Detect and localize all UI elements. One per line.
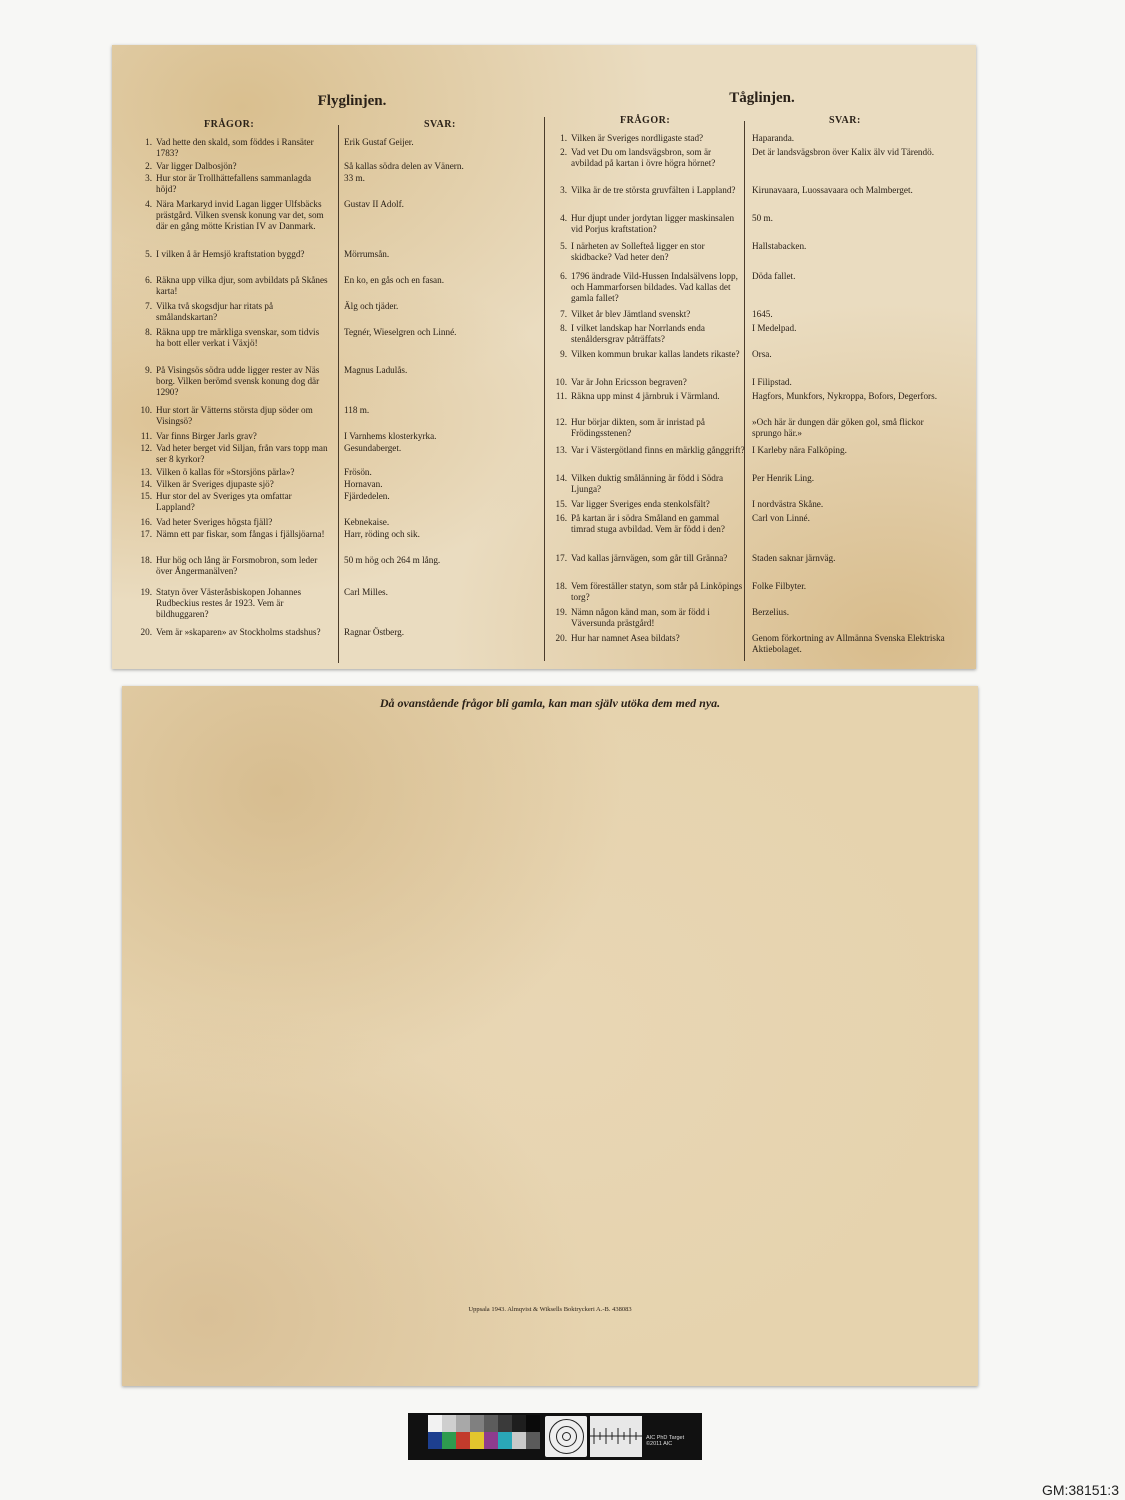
question-text: Räkna upp tre märkliga svenskar, som tidvis ha bott eller verkat i Växjö! xyxy=(156,327,320,348)
question-row xyxy=(547,241,807,263)
question-number: 1. xyxy=(560,133,567,143)
question-text: Vilken duktig smålänning är född i Södra Ljunga? xyxy=(571,473,724,494)
tag-answers-heading: SVAR: xyxy=(829,115,861,126)
gray-swatch xyxy=(498,1415,512,1432)
question-number: 15. xyxy=(140,491,152,501)
question-row xyxy=(547,445,847,456)
answer-text: 1645. xyxy=(752,309,773,319)
color-swatch xyxy=(428,1432,442,1449)
question-number: 8. xyxy=(145,327,152,337)
question-row xyxy=(132,137,414,159)
answer-text: I Medelpad. xyxy=(752,323,797,333)
question-text: På Visingsös södra udde ligger rester av Näs borg. Vilken berömd svensk konung dog där 1290? xyxy=(156,365,320,397)
question-text: Vad heter berget vid Siljan, från vars topp man ser 8 kyrkor? xyxy=(156,443,328,464)
printer-imprint: Uppsala 1943. Almqvist & Wiksells Boktryckeri A.-B. 438083 xyxy=(468,1306,632,1313)
question-row xyxy=(547,147,934,169)
question-number: 17. xyxy=(140,529,152,539)
question-number: 11. xyxy=(140,431,152,441)
answer-text: Erik Gustaf Geijer. xyxy=(344,137,414,147)
question-text: Var i Västergötland finns en märklig gånggrift? xyxy=(571,445,745,455)
question-row xyxy=(547,185,913,196)
question-row xyxy=(547,133,795,144)
question-text: Vem föreställer statyn, som står på Linköpings torg? xyxy=(571,581,743,602)
question-text: I vilken å är Hemsjö kraftstation byggd? xyxy=(156,249,305,259)
color-swatch xyxy=(498,1432,512,1449)
question-number: 12. xyxy=(555,417,567,427)
question-text: På kartan är i södra Småland en gammal timrad stuga avbildad. Vem är född i den? xyxy=(571,513,725,534)
question-number: 10. xyxy=(555,377,567,387)
gray-swatch xyxy=(442,1415,456,1432)
question-row xyxy=(132,365,408,398)
answer-text: Magnus Ladulås. xyxy=(344,365,408,375)
question-row xyxy=(132,443,402,465)
answer-text: Frösön. xyxy=(344,467,372,477)
question-row xyxy=(132,587,388,620)
answer-text: Folke Filbyter. xyxy=(752,581,807,591)
question-number: 13. xyxy=(140,467,152,477)
question-text: Nämn någon känd man, som är född i Väversunda prästgård! xyxy=(571,607,710,628)
question-number: 9. xyxy=(145,365,152,375)
question-row xyxy=(132,517,390,528)
question-text: Var finns Birger Jarls grav? xyxy=(156,431,257,441)
question-row xyxy=(132,529,420,540)
color-swatch xyxy=(526,1432,540,1449)
question-row xyxy=(132,627,405,638)
question-text: Vilken ö kallas för »Storsjöns pärla»? xyxy=(156,467,295,477)
answer-text: Carl Milles. xyxy=(344,587,388,597)
answer-text: Mörrumsån. xyxy=(344,249,390,259)
answer-text: 118 m. xyxy=(344,405,370,415)
target-label-line2: ©2011 AIC xyxy=(646,1441,673,1447)
question-row xyxy=(547,309,773,320)
answer-text: Orsa. xyxy=(752,349,772,359)
question-row xyxy=(132,327,457,349)
answer-text: Hagfors, Munkfors, Nykroppa, Bofors, Degerfors. xyxy=(752,391,937,401)
question-row xyxy=(132,301,399,323)
question-number: 18. xyxy=(555,581,567,591)
question-text: Hur börjar dikten, som är inristad på Frödingsstenen? xyxy=(571,417,705,438)
question-text: Var ligger Dalbosjön? xyxy=(156,161,237,171)
question-number: 19. xyxy=(555,607,567,617)
answer-text: I nordvästra Skåne. xyxy=(752,499,824,509)
question-text: I närheten av Sollefteå ligger en stor skidbacke? Vad heter den? xyxy=(571,241,705,262)
question-row xyxy=(547,213,773,235)
question-row xyxy=(547,271,796,304)
question-number: 12. xyxy=(140,443,152,453)
question-text: Var är John Ericsson begraven? xyxy=(571,377,687,387)
gray-swatch xyxy=(428,1415,442,1432)
answer-text: Ragnar Östberg. xyxy=(344,627,405,637)
question-row xyxy=(132,491,390,513)
question-number: 14. xyxy=(555,473,567,483)
answer-text: Gustav II Adolf. xyxy=(344,199,404,209)
question-text: Hur stor är Trollhättefallens sammanlagda höjd? xyxy=(156,173,312,194)
question-row xyxy=(132,249,390,260)
question-number: 17. xyxy=(555,553,567,563)
footer-note: Då ovanstående frågor bli gamla, kan man själv utöka dem med nya. xyxy=(379,696,721,710)
answer-text: Genom förkortning av Allmänna Svenska Elektriska Aktiebolaget. xyxy=(752,633,945,654)
color-swatch xyxy=(456,1432,470,1449)
question-number: 19. xyxy=(140,587,152,597)
ruler-ticks-icon xyxy=(590,1416,642,1457)
question-row xyxy=(547,473,815,495)
question-number: 1. xyxy=(145,137,152,147)
flyglinjen-title: Flyglinjen. xyxy=(317,93,387,109)
question-row xyxy=(547,391,937,402)
answer-text: Kirunavaara, Luossavaara och Malmberget. xyxy=(752,185,913,195)
gray-swatch xyxy=(512,1415,526,1432)
question-text: 1796 ändrade Vild-Hussen Indalsälvens lopp, och Hammarforsen bildades. Vad kallas det gamla fallet? xyxy=(571,271,738,303)
answer-text: 50 m hög och 264 m lång. xyxy=(344,555,441,565)
question-row xyxy=(132,431,437,442)
question-number: 18. xyxy=(140,555,152,565)
catalog-id: GM:38151:3 xyxy=(1041,1482,1119,1498)
question-text: I vilket landskap har Norrlands enda stenåldersgrav påträffats? xyxy=(571,323,705,344)
ruler-scale xyxy=(590,1416,642,1457)
answer-text: Per Henrik Ling. xyxy=(752,473,815,483)
question-text: Vilken kommun brukar kallas landets rikaste? xyxy=(571,349,740,359)
question-number: 3. xyxy=(560,185,567,195)
question-text: Hur stor del av Sveriges yta omfattar Lappland? xyxy=(156,491,292,512)
question-number: 13. xyxy=(555,445,567,455)
quiz-sheet-back xyxy=(122,686,978,1386)
question-row xyxy=(132,275,445,297)
answer-text: I Varnhems klosterkyrka. xyxy=(344,431,437,441)
question-number: 8. xyxy=(560,323,567,333)
question-number: 10. xyxy=(140,405,152,415)
flyg-questions-heading: FRÅGOR: xyxy=(204,119,255,130)
answer-text: Det är landsvägsbron över Kalix älv vid Tärendö. xyxy=(752,147,934,157)
answer-text: Berzelius. xyxy=(752,607,789,617)
answer-text: En ko, en gås och en fasan. xyxy=(344,275,445,285)
question-text: Var ligger Sveriges enda stenkolsfält? xyxy=(571,499,710,509)
gray-swatch xyxy=(470,1415,484,1432)
question-number: 11. xyxy=(555,391,567,401)
question-number: 2. xyxy=(560,147,567,157)
answer-text: Tegnér, Wieselgren och Linné. xyxy=(344,327,457,337)
question-number: 3. xyxy=(145,173,152,183)
answer-text: Hallstabacken. xyxy=(752,241,807,251)
question-text: Vilka är de tre största gruvfälten i Lappland? xyxy=(571,185,736,195)
question-number: 4. xyxy=(145,199,152,209)
question-text: Räkna upp minst 4 järnbruk i Värmland. xyxy=(571,391,720,401)
color-calibration-target xyxy=(408,1413,702,1460)
question-number: 2. xyxy=(145,161,152,171)
question-text: Hur djupt under jordytan ligger maskinsalen vid Porjus kraftstation? xyxy=(571,213,735,234)
gray-swatch xyxy=(484,1415,498,1432)
target-label xyxy=(646,1435,684,1447)
answer-text: Döda fallet. xyxy=(752,271,796,281)
question-number: 14. xyxy=(140,479,152,489)
question-row xyxy=(132,161,464,172)
question-number: 9. xyxy=(560,349,567,359)
taglinjen-title: Tåglinjen. xyxy=(729,90,795,106)
color-swatch xyxy=(470,1432,484,1449)
question-number: 7. xyxy=(560,309,567,319)
answer-text: Carl von Linné. xyxy=(752,513,810,523)
question-number: 6. xyxy=(145,275,152,285)
question-number: 15. xyxy=(555,499,567,509)
question-number: 20. xyxy=(140,627,152,637)
question-text: Hur hög och lång är Forsmobron, som leder över Ångermanälven? xyxy=(156,555,318,576)
question-number: 16. xyxy=(140,517,152,527)
answer-text: Kebnekaise. xyxy=(344,517,390,527)
question-number: 6. xyxy=(560,271,567,281)
question-number: 16. xyxy=(555,513,567,523)
tag-questions-heading: FRÅGOR: xyxy=(620,115,671,126)
question-row xyxy=(132,173,365,195)
answer-text: »Och här är dungen där göken gol, små flickor sprungo här.» xyxy=(752,417,924,438)
answer-text: 50 m. xyxy=(752,213,773,223)
question-number: 4. xyxy=(560,213,567,223)
answer-text: I Filipstad. xyxy=(752,377,792,387)
answer-text: Staden saknar järnväg. xyxy=(752,553,836,563)
quiz-sheet-front xyxy=(112,45,976,669)
question-number: 5. xyxy=(145,249,152,259)
flyg-column-divider xyxy=(338,125,339,663)
question-text: Vilka två skogsdjur har ritats på smålandskartan? xyxy=(156,301,274,322)
question-row xyxy=(132,405,370,427)
question-row xyxy=(132,199,404,232)
answer-text: Haparanda. xyxy=(752,133,795,143)
question-text: Vilken är Sveriges nordligaste stad? xyxy=(571,133,704,143)
reticle-icon xyxy=(545,1416,587,1457)
question-text: Vilken är Sveriges djupaste sjö? xyxy=(156,479,274,489)
section-divider xyxy=(544,117,545,661)
question-text: Vad heter Sveriges högsta fjäll? xyxy=(156,517,273,527)
answer-text: Hornavan. xyxy=(344,479,383,489)
question-text: Statyn över Västeråsbiskopen Johannes Rudbeckius restes år 1923. Vem är bildhuggaren? xyxy=(156,587,302,619)
question-text: Vilket år blev Jämtland svenskt? xyxy=(571,309,691,319)
question-number: 5. xyxy=(560,241,567,251)
gray-swatch xyxy=(456,1415,470,1432)
question-number: 20. xyxy=(555,633,567,643)
answer-text: Harr, röding och sik. xyxy=(344,529,420,539)
question-row xyxy=(547,323,797,345)
answer-text: Gesundaberget. xyxy=(344,443,402,453)
question-row xyxy=(547,377,792,388)
question-text: Vad hette den skald, som föddes i Ransäter 1783? xyxy=(156,137,314,158)
question-text: Hur stort är Vätterns största djup söder om Visingsö? xyxy=(156,405,313,426)
question-text: Vad kallas järnvägen, som går till Gränna? xyxy=(571,553,728,563)
answer-text: 33 m. xyxy=(344,173,365,183)
color-swatch xyxy=(512,1432,526,1449)
question-text: Nära Markaryd invid Lagan ligger Ulfsbäcks prästgård. Vilken svensk konung var det, som där en gång mötte Kristian IV av Danmark. xyxy=(156,199,324,231)
question-text: Vad vet Du om landsvägsbron, som är avbildad på kartan i övre högra hörnet? xyxy=(571,147,716,168)
question-row xyxy=(547,349,772,360)
answer-text: Så kallas södra delen av Vänern. xyxy=(344,161,464,171)
question-text: Räkna upp vilka djur, som avbildats på Skånes karta! xyxy=(156,275,328,296)
question-row xyxy=(547,417,924,439)
gray-swatch xyxy=(526,1415,540,1432)
question-row xyxy=(547,607,789,629)
flyg-answers-heading: SVAR: xyxy=(424,119,456,130)
question-row xyxy=(132,555,441,577)
question-row xyxy=(132,479,383,490)
question-row xyxy=(547,499,824,510)
question-text: Nämn ett par fiskar, som fångas i fjällsjöarna! xyxy=(156,529,325,539)
question-row xyxy=(547,553,836,564)
color-swatch xyxy=(442,1432,456,1449)
answer-text: I Karleby nära Falköping. xyxy=(752,445,847,455)
question-row xyxy=(132,467,372,478)
color-swatch xyxy=(484,1432,498,1449)
question-number: 7. xyxy=(145,301,152,311)
question-text: Hur har namnet Asea bildats? xyxy=(571,633,680,643)
question-row xyxy=(547,581,807,603)
target-label-line1: AIC PhD Target xyxy=(646,1435,685,1441)
question-text: Vem är »skaparen» av Stockholms stadshus? xyxy=(156,627,321,637)
question-row xyxy=(547,513,810,535)
answer-text: Älg och tjäder. xyxy=(344,301,399,311)
answer-text: Fjärdedelen. xyxy=(344,491,390,501)
question-row xyxy=(547,633,945,654)
